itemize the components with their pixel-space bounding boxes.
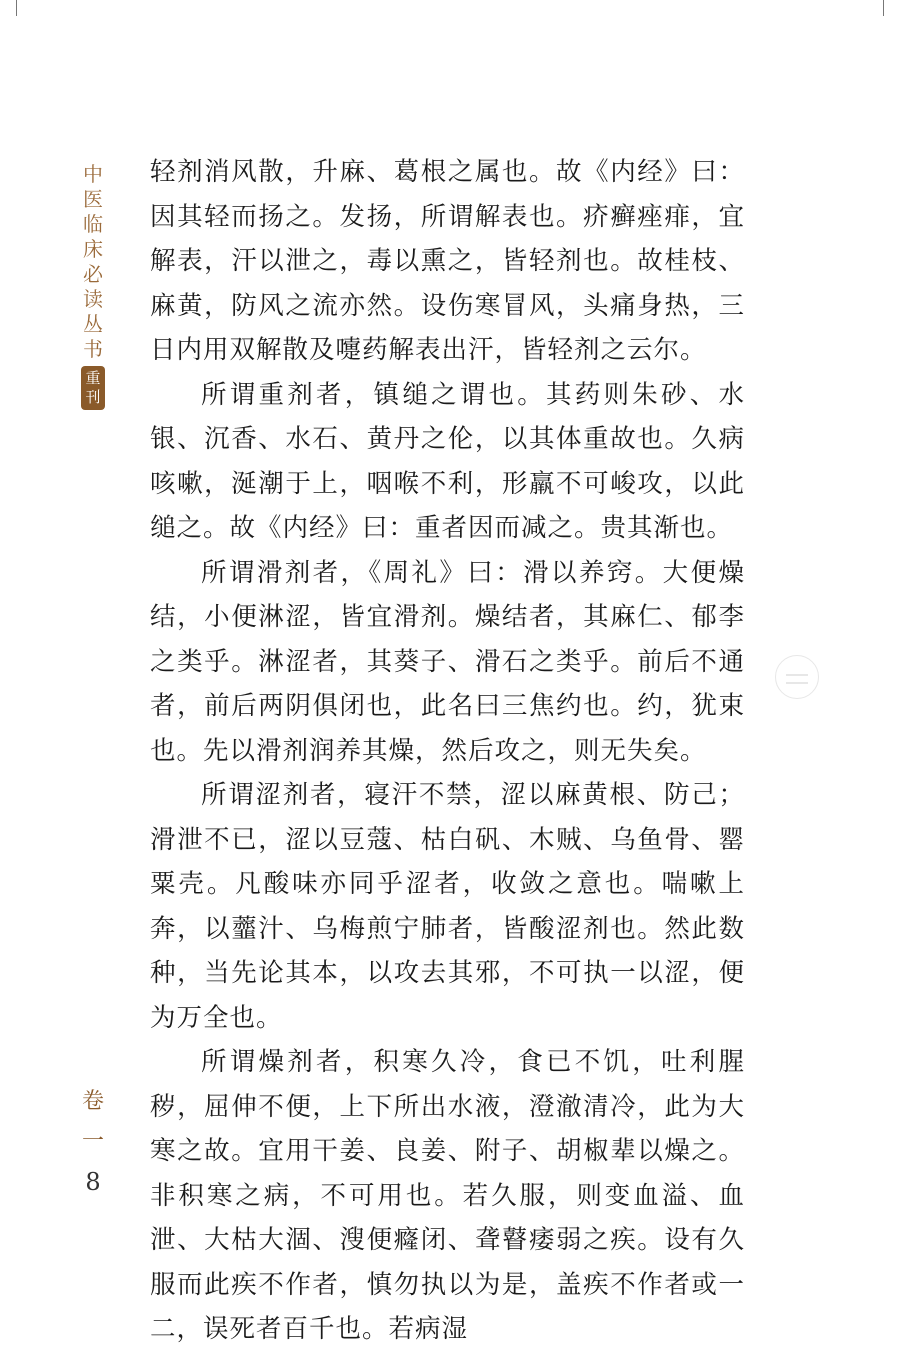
page-body (150, 150, 745, 1352)
series-char: 读 (83, 287, 103, 311)
paragraph: 所谓涩剂者，寝汗不禁，涩以麻黄根、防己；滑泄不已，涩以豆蔻、枯白矾、木贼、乌鱼骨、罂粟壳。凡酸味亦同乎涩者，收敛之意也。喘嗽上奔，以虀汁、乌梅煎宁肺者，皆酸涩剂也。然此数种，当先论其本，以攻去其邪，不可执一以涩，便为万全也。 (150, 780, 745, 1033)
paragraph: 所谓重剂者，镇缒之谓也。其药则朱砂、水银、沉香、水石、黄丹之伦，以其体重故也。久病咳嗽，涎潮于上，咽喉不利，形羸不可峻攻，以此缒之。故《内经》曰：重者因而减之。贵其渐也。 (150, 379, 745, 543)
paragraph: 所谓燥剂者，积寒久冷，食已不饥，吐利腥秽，屈伸不便，上下所出水液，澄澈清冷，此为大寒之故。宜用干姜、良姜、附子、胡椒辈以燥之。非积寒之病，不可用也。若久服，则变血溢、血泄、大枯大涸、溲便癃闭、聋瞽痿弱之疾。设有久服而此疾不作者，慎勿执以为是，盖疾不作者或一二，误死者百千也。若病湿 (150, 1047, 745, 1344)
series-char: 床 (83, 237, 103, 261)
series-char: 医 (83, 187, 103, 211)
series-title (80, 162, 106, 410)
volume-char: 一 (81, 1129, 104, 1154)
page-number: 8 (85, 1168, 101, 1196)
paragraph: 所谓滑剂者，《周礼》曰：滑以养窍。大便燥结，小便淋涩，皆宜滑剂。燥结者，其麻仁、郁李之类乎。淋涩者，其葵子、滑石之类乎。前后不通者，前后两阴俱闭也，此名曰三焦约也。约，犹束也。先以滑剂润养其燥，然后攻之，则无失矣。 (150, 557, 745, 766)
reprint-stamp: 重刊 (81, 366, 105, 410)
crop-mark-left (0, 0, 17, 16)
series-char: 必 (83, 262, 103, 286)
paragraph: 轻剂消风散，升麻、葛根之属也。故《内经》曰：因其轻而扬之。发扬，所谓解表也。疥癣痤痱，宜解表，汗以泄之，毒以熏之，皆轻剂也。故桂枝、麻黄，防风之流亦然。设伤寒冒风，头痛身热，三日内用双解散及嚏药解表出汗，皆轻剂之云尔。 (150, 157, 745, 365)
crop-mark-right (883, 0, 900, 16)
series-char: 中 (83, 162, 103, 186)
volume-label (80, 1082, 106, 1162)
volume-char: 卷 (81, 1089, 104, 1114)
watermark-seal-icon (775, 655, 819, 699)
series-char: 书 (83, 337, 103, 361)
series-char: 丛 (83, 312, 103, 336)
series-char: 临 (83, 212, 103, 236)
